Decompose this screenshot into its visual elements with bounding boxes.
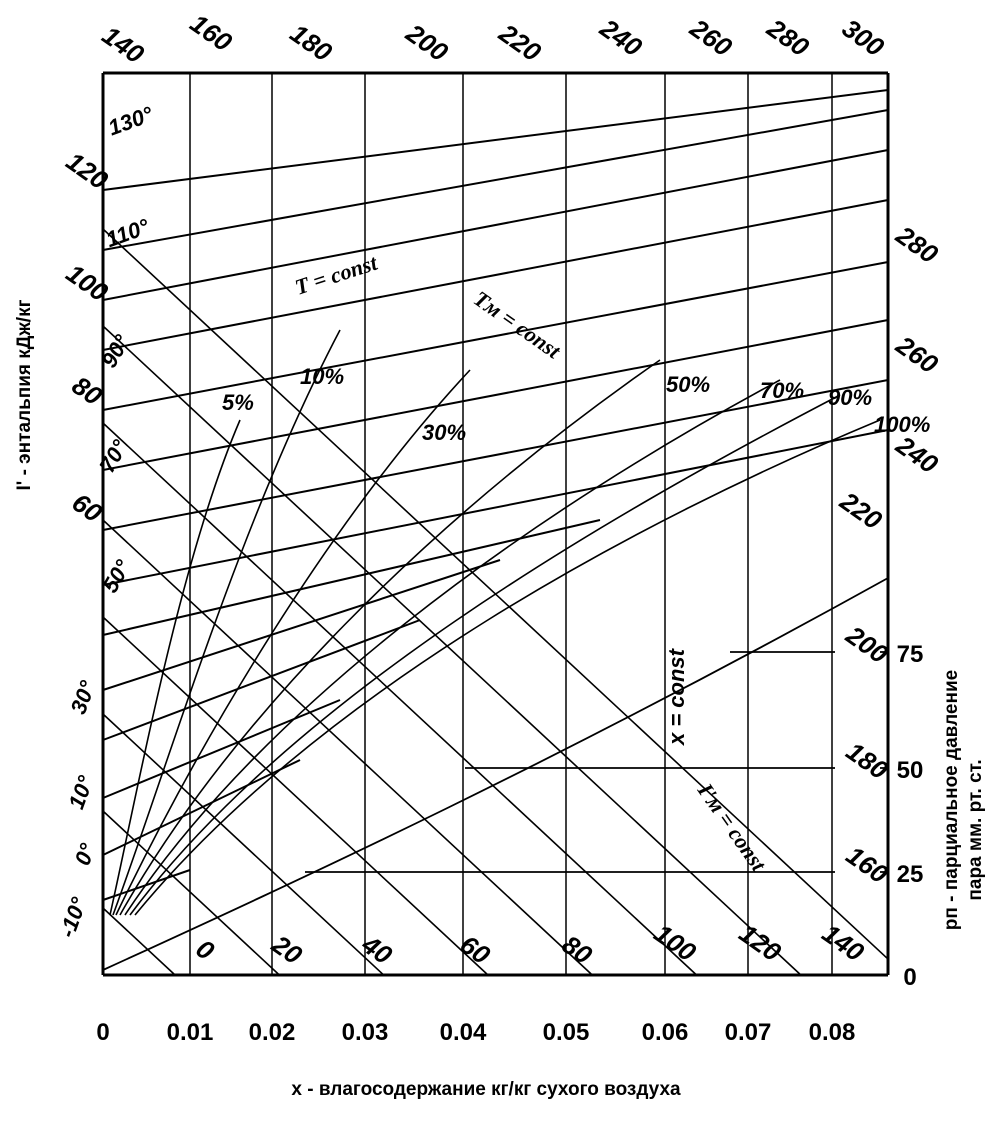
right-axis-title: pп - парциальное давление [941,669,962,931]
x-tick-label: 0.04 [439,1019,487,1046]
x-const-label: x = const [664,649,689,745]
enthalpy-label: 0 [190,933,220,967]
enthalpy-label: 120 [60,145,114,196]
x-tick-label: 0.06 [641,1019,689,1046]
x-tick-label: 0.07 [724,1019,772,1046]
humidity-label: 30% [422,420,467,445]
enthalpy-label: 20 [266,929,308,971]
t-const-label: T = const [291,249,381,300]
temperature-label: 50° [97,555,136,597]
enthalpy-label: 180 [840,735,894,786]
isotherm-line [103,200,888,350]
x-tick-label: 0 [96,1019,110,1046]
pressure-tick-label: 0 [903,964,917,991]
x-axis-title: x - влагосодержание кг/кг сухого воздуха [291,1079,681,1100]
humidity-curve [116,370,470,915]
enthalpy-label: 60 [66,487,108,529]
temperature-label: 110° [102,213,153,253]
enthalpy-label: 220 [493,17,547,68]
temperature-label: -10° [54,894,92,941]
partial-pressure-line [103,578,888,970]
top-enthalpy-labels [97,8,890,70]
y-axis-title: I' - энтальпия кДж/кг [14,299,35,491]
pressure-tick-label: 25 [896,861,924,888]
x-tick-label: 0.08 [808,1019,856,1046]
bottom-enthalpy-labels [191,619,894,970]
enthalpy-label: 260 [890,329,944,380]
temperature-label: 90° [96,330,135,372]
humidity-label: 50% [666,372,711,397]
humidity-label: 70% [760,378,805,403]
isotherm-line [103,110,888,250]
enthalpy-line [103,811,279,975]
humidity-curve [110,420,240,915]
enthalpy-label: 220 [834,485,888,536]
x-axis-ticks [96,1019,855,1046]
right-axis-title-line2: пара мм. рт. ст. [965,759,986,901]
x-tick-label: 0.01 [166,1019,214,1046]
enthalpy-label: 240 [594,12,648,63]
humidity-curve [135,420,880,915]
pressure-tick-label: 75 [896,641,924,668]
temperature-label: 130° [104,101,157,141]
x-tick-label: 0.03 [341,1019,389,1046]
temperature-label: 0° [69,840,101,869]
enthalpy-label: 160 [840,839,894,890]
enthalpy-label: 100 [648,917,702,968]
enthalpy-label: 80 [556,929,598,971]
humidity-labels [222,364,930,445]
enthalpy-label: 40 [356,929,398,971]
x-tick-label: 0.05 [542,1019,590,1046]
temperature-label: 70° [94,435,133,477]
isotherm-lines [103,90,888,900]
enthalpy-label: 160 [184,7,238,58]
enthalpy-label: 120 [733,917,787,968]
temperature-label: 10° [63,772,99,813]
enthalpy-label: 200 [400,17,454,68]
enthalpy-label: 280 [761,12,815,63]
enthalpy-label: 140 [816,917,870,968]
enthalpy-label: 80 [66,370,108,412]
humidity-label: 5% [222,390,254,415]
enthalpy-label: 280 [890,219,944,270]
enthalpy-lines [103,229,888,975]
enthalpy-label: 240 [890,429,944,480]
enthalpy-label: 100 [60,257,114,308]
pressure-tick-label: 50 [896,757,924,784]
isotherm-line [103,90,888,190]
temperature-label: 30° [65,677,101,718]
enthalpy-label: 300 [836,12,890,63]
annotations [292,250,772,877]
tm-const-label: Tм = const [469,285,566,364]
pressure-ticks [897,641,924,991]
plot-frame [103,73,888,975]
enthalpy-label: 140 [96,19,150,70]
enthalpy-label: 200 [840,619,894,670]
enthalpy-label: 60 [454,929,496,971]
x-tick-label: 0.02 [248,1019,296,1046]
isotherm-line [103,150,888,300]
humidity-label: 10% [300,364,345,389]
enthalpy-line [103,520,592,975]
i-const-label: I'м = const [692,778,772,876]
humidity-label: 90% [828,385,873,410]
enthalpy-label: 180 [284,17,338,68]
humidity-label: 100% [874,412,931,437]
enthalpy-label: 260 [684,12,738,63]
